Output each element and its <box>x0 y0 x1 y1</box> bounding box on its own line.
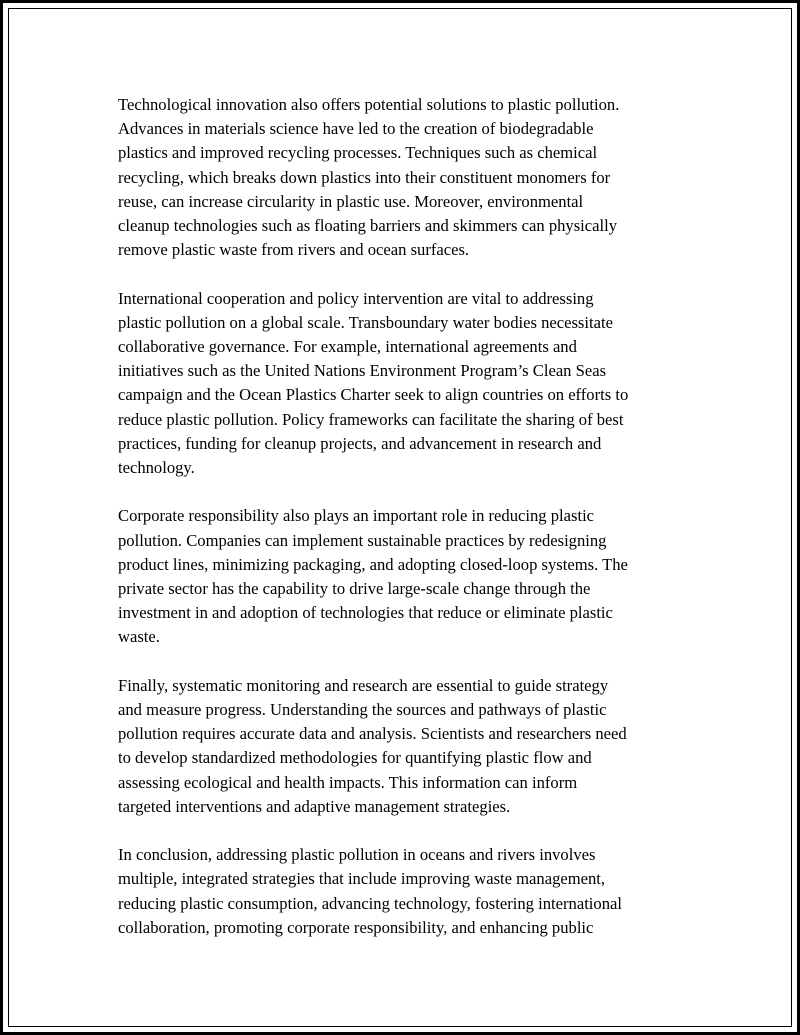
text-line: and measure progress. Understanding the sources and pathways of plastic <box>118 700 607 720</box>
text-line: recycling, which breaks down plastics into their constituent monomers for <box>118 167 611 187</box>
text-line: Corporate responsibility also plays an important role in reducing plastic <box>118 506 595 526</box>
text-line: targeted interventions and adaptive management strategies. <box>118 796 511 816</box>
text-line: International cooperation and policy intervention are vital to addressing <box>118 288 594 308</box>
document-body <box>118 93 690 964</box>
text-line: waste. <box>118 627 160 647</box>
text-line: technology. <box>118 458 195 478</box>
paragraph-technological-innovation <box>118 93 690 262</box>
text-line: remove plastic waste from rivers and ocean surfaces. <box>118 240 470 260</box>
text-line: pollution. Companies can implement sustainable practices by redesigning <box>118 530 607 550</box>
text-line: practices, funding for cleanup projects, and advancement in research and <box>118 433 602 453</box>
text-line: Technological innovation also offers potential solutions to plastic pollution. <box>118 95 620 114</box>
text-line: product lines, minimizing packaging, and adopting closed-loop systems. The <box>118 554 628 574</box>
text-line: Advances in materials science have led to the creation of biodegradable <box>118 119 594 139</box>
paragraph-monitoring-research <box>118 674 690 819</box>
text-line: pollution requires accurate data and analysis. Scientists and researchers need <box>118 724 627 744</box>
paragraph-conclusion <box>118 843 690 940</box>
text-line: multiple, integrated strategies that include improving waste management, <box>118 869 606 889</box>
paragraph-corporate-responsibility <box>118 504 690 649</box>
text-line: collaboration, promoting corporate responsibility, and enhancing public <box>118 917 594 937</box>
text-line: campaign and the Ocean Plastics Charter seek to align countries on efforts to <box>118 385 629 405</box>
paragraph-international-cooperation <box>118 287 690 481</box>
text-line: reducing plastic consumption, advancing technology, fostering international <box>118 893 622 913</box>
text-line: Finally, systematic monitoring and research are essential to guide strategy <box>118 675 609 695</box>
text-line: reuse, can increase circularity in plastic use. Moreover, environmental <box>118 191 584 211</box>
text-line: investment in and adoption of technologies that reduce or eliminate plastic <box>118 603 613 623</box>
text-line: collaborative governance. For example, international agreements and <box>118 337 577 357</box>
text-line: cleanup technologies such as floating barriers and skimmers can physically <box>118 216 618 236</box>
text-line: private sector has the capability to drive large-scale change through the <box>118 579 591 599</box>
text-line: plastic pollution on a global scale. Transboundary water bodies necessitate <box>118 312 613 332</box>
text-line: reduce plastic pollution. Policy frameworks can facilitate the sharing of best <box>118 409 624 429</box>
text-line: initiatives such as the United Nations Environment Program’s Clean Seas <box>118 361 607 381</box>
text-line: assessing ecological and health impacts. This information can inform <box>118 772 578 792</box>
text-line: In conclusion, addressing plastic pollution in oceans and rivers involves <box>118 845 596 865</box>
text-line: to develop standardized methodologies for quantifying plastic flow and <box>118 748 592 768</box>
text-line: plastics and improved recycling processes. Techniques such as chemical <box>118 143 598 163</box>
